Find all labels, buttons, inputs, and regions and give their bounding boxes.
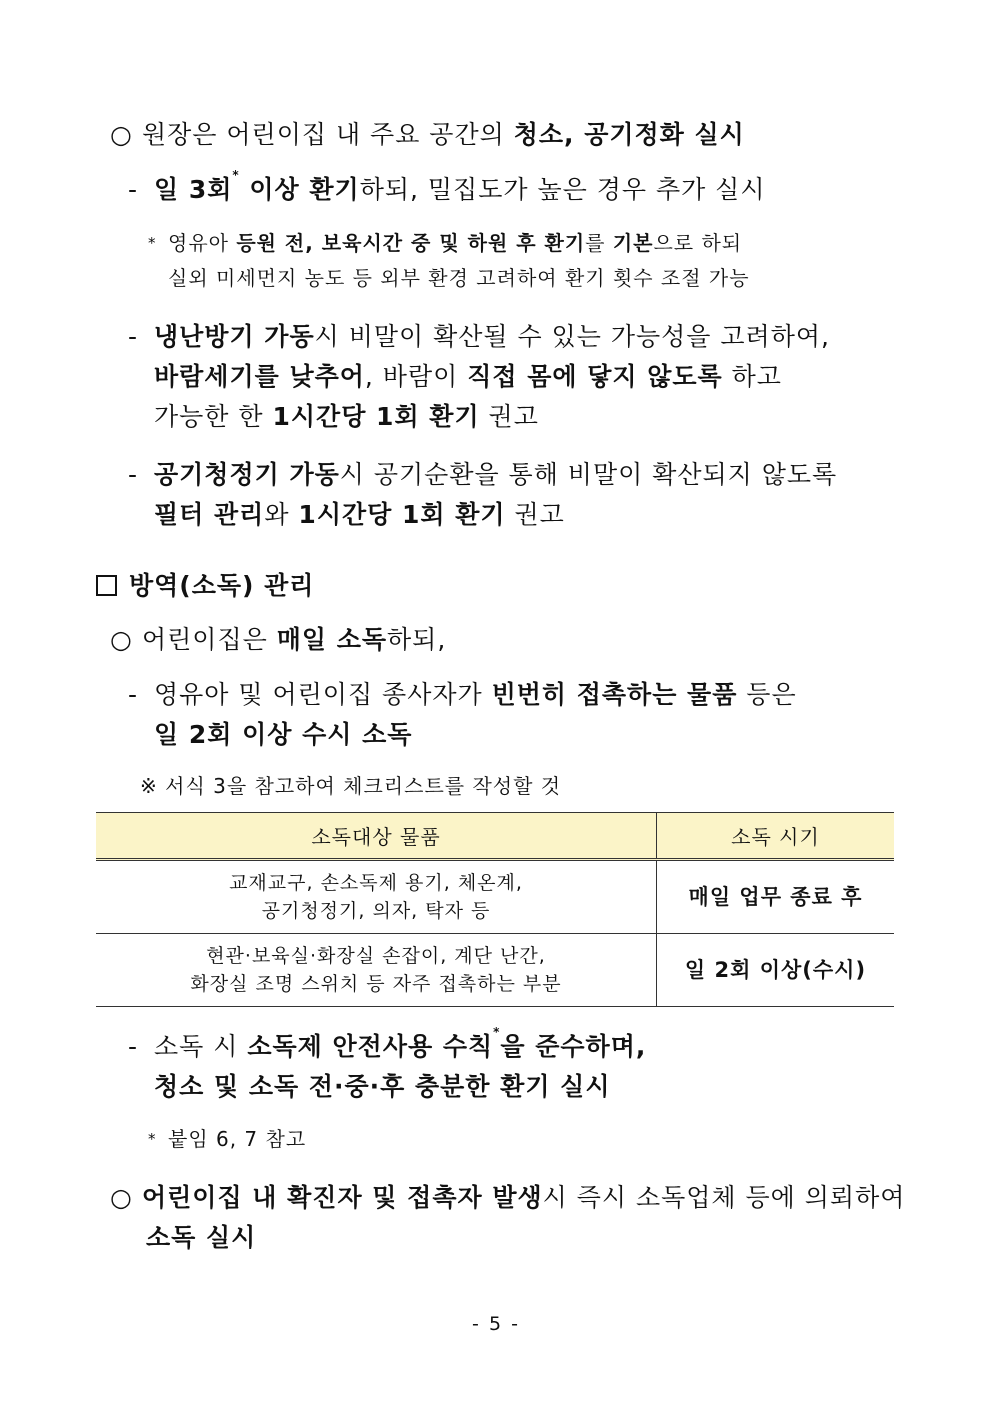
text: 어린이집은 <box>142 625 277 654</box>
item-air-conditioner-line3 <box>154 397 539 433</box>
bold-text: 이상 환기 <box>239 175 360 204</box>
text: 붙임 6, 7 참고 <box>168 1127 307 1151</box>
star-mark: * <box>148 1130 157 1148</box>
circle-bullet: ○ <box>110 625 133 654</box>
bold-text: 바람세기를 낮추어 <box>154 362 365 391</box>
item-air-purifier <box>128 455 837 491</box>
text: , 바람이 <box>364 362 468 391</box>
footnote-ventilation <box>148 227 742 256</box>
cell-line: 공기청정기, 의자, 탁자 등 <box>261 900 491 922</box>
table-header-row <box>96 813 894 860</box>
table-cell-timing: 매일 업무 종료 후 <box>657 860 895 934</box>
text: 서식 3을 참고하여 체크리스트를 작성할 것 <box>165 774 562 798</box>
text: 하되, 밀집도가 높은 경우 추가 실시 <box>359 175 766 204</box>
dash-bullet: - <box>128 680 139 709</box>
section-heading-disinfection <box>96 566 314 602</box>
item-air-purifier-line2 <box>154 495 565 531</box>
cell-line: 현관·보육실·화장실 손잡이, 계단 난간, <box>206 945 546 967</box>
paragraph-daily-disinfection <box>110 620 446 656</box>
table-header: 소독대상 물품 <box>96 813 657 860</box>
bold-text: 빈번히 접촉하는 물품 <box>491 680 738 709</box>
item-air-conditioner <box>128 317 830 353</box>
text: 가능한 한 <box>154 402 273 431</box>
bold-text: 필터 관리 <box>154 500 265 529</box>
text: 권고 <box>505 500 565 529</box>
text: 하되, <box>387 625 447 654</box>
bold-text: 을 준수하며, <box>500 1032 647 1061</box>
item-air-conditioner-line2 <box>154 357 782 393</box>
reference-note <box>140 770 561 799</box>
table-row <box>96 860 894 934</box>
bold-text: 소독 실시 <box>146 1223 257 1252</box>
text: 를 <box>585 231 613 255</box>
bold-text: 공기청정기 가동 <box>154 460 340 489</box>
circle-bullet: ○ <box>110 1183 133 1212</box>
table-header: 소독 시기 <box>657 813 895 860</box>
star-mark: * <box>148 234 157 252</box>
text: 원장은 어린이집 내 주요 공간의 <box>142 120 514 149</box>
dash-bullet: - <box>128 322 139 351</box>
dash-bullet: - <box>128 1032 139 1061</box>
bold-text: 일 3회 <box>154 175 233 204</box>
bold-text: 등원 전, 보육시간 중 및 하원 후 환기 <box>236 231 586 255</box>
paragraph-cleaning <box>110 115 745 151</box>
text: 시 비말이 확산될 수 있는 가능성을 고려하여, <box>314 322 830 351</box>
bold-text: 냉난방기 가동 <box>154 322 315 351</box>
table-cell-timing: 일 2회 이상(수시) <box>657 934 895 1007</box>
paragraph-confirmed-case-line2 <box>146 1218 256 1254</box>
text: 시 공기순환을 통해 비말이 확산되지 않도록 <box>339 460 838 489</box>
bold-text: 직접 몸에 닿지 않도록 <box>467 362 723 391</box>
disinfection-table <box>96 812 894 1007</box>
table-cell-item <box>96 860 657 934</box>
text: 시 즉시 소독업체 등에 의뢰하여 <box>542 1183 906 1212</box>
bold-text: 일 2회 이상 수시 소독 <box>154 720 413 749</box>
cell-line: 교재교구, 손소독제 용기, 체온계, <box>229 872 523 894</box>
paragraph-confirmed-case <box>110 1178 905 1214</box>
bold-text: 1시간당 1회 환기 <box>272 402 480 431</box>
text: 영유아 <box>168 231 237 255</box>
square-bullet-icon <box>96 575 117 596</box>
item-safe-use-line2 <box>154 1067 610 1103</box>
circle-bullet: ○ <box>110 120 133 149</box>
bold-text: 기본 <box>612 231 654 255</box>
dash-bullet: - <box>128 175 139 204</box>
bold-text: 어린이집 내 확진자 및 접촉자 발생 <box>142 1183 543 1212</box>
table-row <box>96 934 894 1007</box>
table-cell-item <box>96 934 657 1007</box>
bold-text: 청소, 공기정화 실시 <box>513 120 745 149</box>
item-frequent-contact-line2 <box>154 715 412 751</box>
text: 으로 하되 <box>653 231 743 255</box>
footnote-mark: * <box>493 1025 501 1039</box>
footnote-attachment <box>148 1123 306 1152</box>
text: 등은 <box>737 680 797 709</box>
bold-text: 1시간당 1회 환기 <box>298 500 506 529</box>
text: 영유아 및 어린이집 종사자가 <box>154 680 492 709</box>
reference-mark: ※ <box>140 774 158 798</box>
bold-text: 매일 소독 <box>276 625 388 654</box>
bold-text: 소독제 안전사용 수칙 <box>247 1032 494 1061</box>
section-title: 방역(소독) 관리 <box>129 571 315 600</box>
bold-text: 청소 및 소독 전·중·후 충분한 환기 실시 <box>154 1072 611 1101</box>
cell-line: 화장실 조명 스위치 등 자주 접촉하는 부분 <box>190 973 562 995</box>
item-frequent-contact <box>128 675 797 711</box>
dash-bullet: - <box>128 460 139 489</box>
text: 권고 <box>479 402 539 431</box>
item-ventilation-frequency <box>128 170 766 206</box>
page-number: - 5 - <box>472 1313 520 1335</box>
footnote-mark: * <box>232 168 240 182</box>
text: 하고 <box>722 362 782 391</box>
text: 소독 시 <box>154 1032 248 1061</box>
item-safe-use <box>128 1027 646 1063</box>
text: 실외 미세먼지 농도 등 외부 환경 고려하여 환기 횟수 조절 가능 <box>168 266 750 290</box>
footnote-ventilation-line2 <box>168 262 750 291</box>
text: 와 <box>264 500 299 529</box>
